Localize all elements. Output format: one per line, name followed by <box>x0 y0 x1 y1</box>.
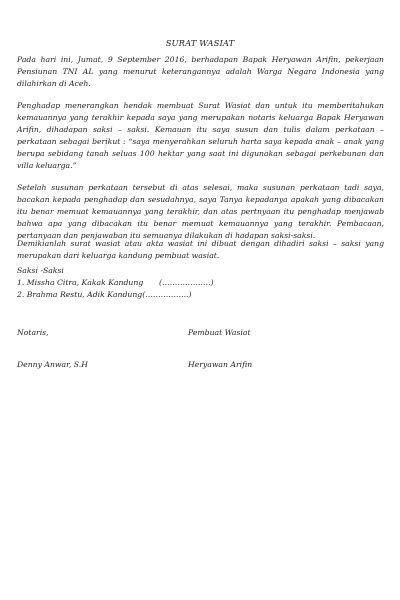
witness-row <box>17 278 214 287</box>
paragraph-opening: Pada hari ini, Jumat, 9 September 2016, berhadapan Bapak Heryawan Arifin, pekerjaan Pensiunan TNI AL yang menurut keterangannya adalah Warga Negara Indonesia yang dilahirkan di Aceh. <box>17 55 384 88</box>
witness-signature-blank: (……………..) <box>142 290 192 299</box>
paragraph-closing: Demikianlah surat wasiat atau akta wasiat ini dibuat dengan dihadiri saksi – saksi yang merupakan dari keluarga kandung pembuat wasiat. <box>17 239 384 260</box>
notary-name: Denny Anwar, S.H <box>17 360 88 369</box>
testator-name: Heryawan Arifin <box>188 360 253 369</box>
document-title: SURAT WASIAT <box>165 38 235 48</box>
witness-row <box>17 290 192 299</box>
notary-label: Notaris, <box>17 328 49 337</box>
witnesses-label: Saksi -Saksi <box>17 266 64 275</box>
witness-signature-blank: (……………….) <box>159 278 214 287</box>
testator-label: Pembuat Wasiat <box>188 328 251 337</box>
witness-name: 1. Missha Citra, Kakak Kandung <box>17 278 144 287</box>
paragraph-statement: Penghadap menerangkan hendak membuat Surat Wasiat dan untuk itu memberitahukan kemauannya yang terakhir kepada saya yang merupakan notaris keluarga Bapak Heryawan Arifin, dihadapan saksi – saksi. Kemauan itu saya susun dan tulis dalam perkataan – perkataan sebagai berikut : “saya menyerahkan seluruh harta saya kepada anak – anak yang berupa sebidang tanah seluas 100 hektar yang saat ini digunakan sebagai perkebunan dan villa keluarga.” <box>17 101 384 170</box>
witness-name: 2. Brahma Restu, Adik Kandung <box>17 290 143 299</box>
paragraph-reading: Setelah susunan perkataan tersebut di atas selesai, maka susunan perkataan tadi saya, bacakan kepada penghadap dan sesudahnya, saya Tanya kepadanya apakah yang dibacakan itu benar memuat kemauannya yang terakhir, dan atas pertnyaan itu penghadap menjawab bahwa apa yang dibacakan itu benar memuat kemauannya yang terakhir. Pembacaan, pertanyaan dan penjawaban itu semuanya dilakukan di hadapan saksi-saksi. <box>17 183 384 240</box>
